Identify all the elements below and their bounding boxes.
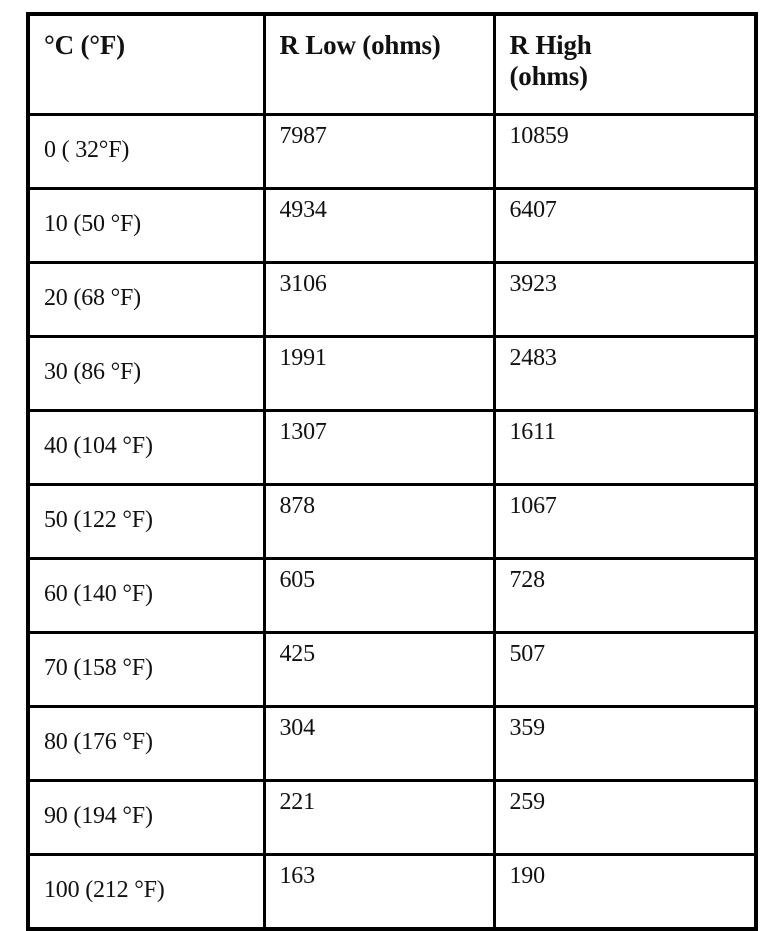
r-high-cell [494, 263, 756, 337]
table-row [28, 633, 756, 707]
r-low-value: 221 [279, 789, 315, 815]
table-row [28, 411, 756, 485]
header-temperature [28, 14, 264, 115]
r-low-value: 1991 [279, 345, 327, 371]
r-low-value: 304 [279, 715, 315, 741]
r-high-cell [494, 189, 756, 263]
temperature-value: 60 (140 °F) [44, 581, 153, 607]
temperature-value: 40 (104 °F) [44, 433, 153, 459]
table-row [28, 337, 756, 411]
table-header [28, 14, 756, 115]
temperature-cell [28, 707, 264, 781]
temperature-cell [28, 485, 264, 559]
temperature-cell [28, 263, 264, 337]
table-row [28, 263, 756, 337]
temperature-cell [28, 633, 264, 707]
r-high-cell [494, 707, 756, 781]
r-low-cell [264, 781, 494, 855]
r-high-cell [494, 559, 756, 633]
header-r-high [494, 14, 756, 115]
table-row [28, 707, 756, 781]
r-high-value: 3923 [509, 271, 557, 297]
r-low-cell [264, 707, 494, 781]
table-row [28, 189, 756, 263]
header-temperature-label: °C (°F) [44, 30, 125, 60]
header-row [28, 14, 756, 115]
r-high-cell [494, 633, 756, 707]
table-row [28, 115, 756, 189]
header-r-high-label: R High (ohms) [509, 30, 592, 91]
table-row [28, 781, 756, 855]
temperature-cell [28, 189, 264, 263]
r-low-value: 605 [279, 567, 315, 593]
r-high-value: 1067 [509, 493, 557, 519]
r-high-value: 1611 [509, 419, 556, 445]
temperature-cell [28, 559, 264, 633]
temperature-cell [28, 115, 264, 189]
r-high-cell [494, 337, 756, 411]
r-high-value: 728 [509, 567, 545, 593]
table-row [28, 855, 756, 930]
r-low-value: 425 [279, 641, 315, 667]
r-low-cell [264, 411, 494, 485]
temperature-value: 10 (50 °F) [44, 211, 141, 237]
r-high-cell [494, 115, 756, 189]
r-low-value: 7987 [279, 123, 327, 149]
table-row [28, 485, 756, 559]
r-low-value: 1307 [279, 419, 327, 445]
r-low-cell [264, 633, 494, 707]
temperature-value: 20 (68 °F) [44, 285, 141, 311]
r-high-cell [494, 411, 756, 485]
temperature-cell [28, 855, 264, 930]
r-high-cell [494, 485, 756, 559]
r-high-value: 6407 [509, 197, 557, 223]
r-high-value: 2483 [509, 345, 557, 371]
temperature-value: 30 (86 °F) [44, 359, 141, 385]
r-low-cell [264, 485, 494, 559]
r-low-cell [264, 337, 494, 411]
r-low-cell [264, 855, 494, 930]
resistance-table [26, 12, 758, 931]
table-body [28, 115, 756, 930]
header-r-low [264, 14, 494, 115]
temperature-value: 0 ( 32°F) [44, 137, 130, 163]
temperature-value: 90 (194 °F) [44, 803, 153, 829]
r-high-cell [494, 781, 756, 855]
r-low-cell [264, 263, 494, 337]
r-low-cell [264, 189, 494, 263]
temperature-cell [28, 411, 264, 485]
header-r-low-label: R Low (ohms) [279, 30, 441, 60]
r-high-value: 359 [509, 715, 545, 741]
temperature-value: 50 (122 °F) [44, 507, 153, 533]
r-low-value: 4934 [279, 197, 327, 223]
temperature-value: 100 (212 °F) [44, 877, 165, 903]
r-low-cell [264, 115, 494, 189]
temperature-value: 70 (158 °F) [44, 655, 153, 681]
table-row [28, 559, 756, 633]
r-high-value: 259 [509, 789, 545, 815]
r-high-value: 10859 [509, 123, 569, 149]
r-low-value: 878 [279, 493, 315, 519]
temperature-value: 80 (176 °F) [44, 729, 153, 755]
r-low-cell [264, 559, 494, 633]
r-low-value: 3106 [279, 271, 327, 297]
r-high-value: 507 [509, 641, 545, 667]
r-high-cell [494, 855, 756, 930]
temperature-cell [28, 781, 264, 855]
temperature-cell [28, 337, 264, 411]
r-high-value: 190 [509, 863, 545, 889]
r-low-value: 163 [279, 863, 315, 889]
